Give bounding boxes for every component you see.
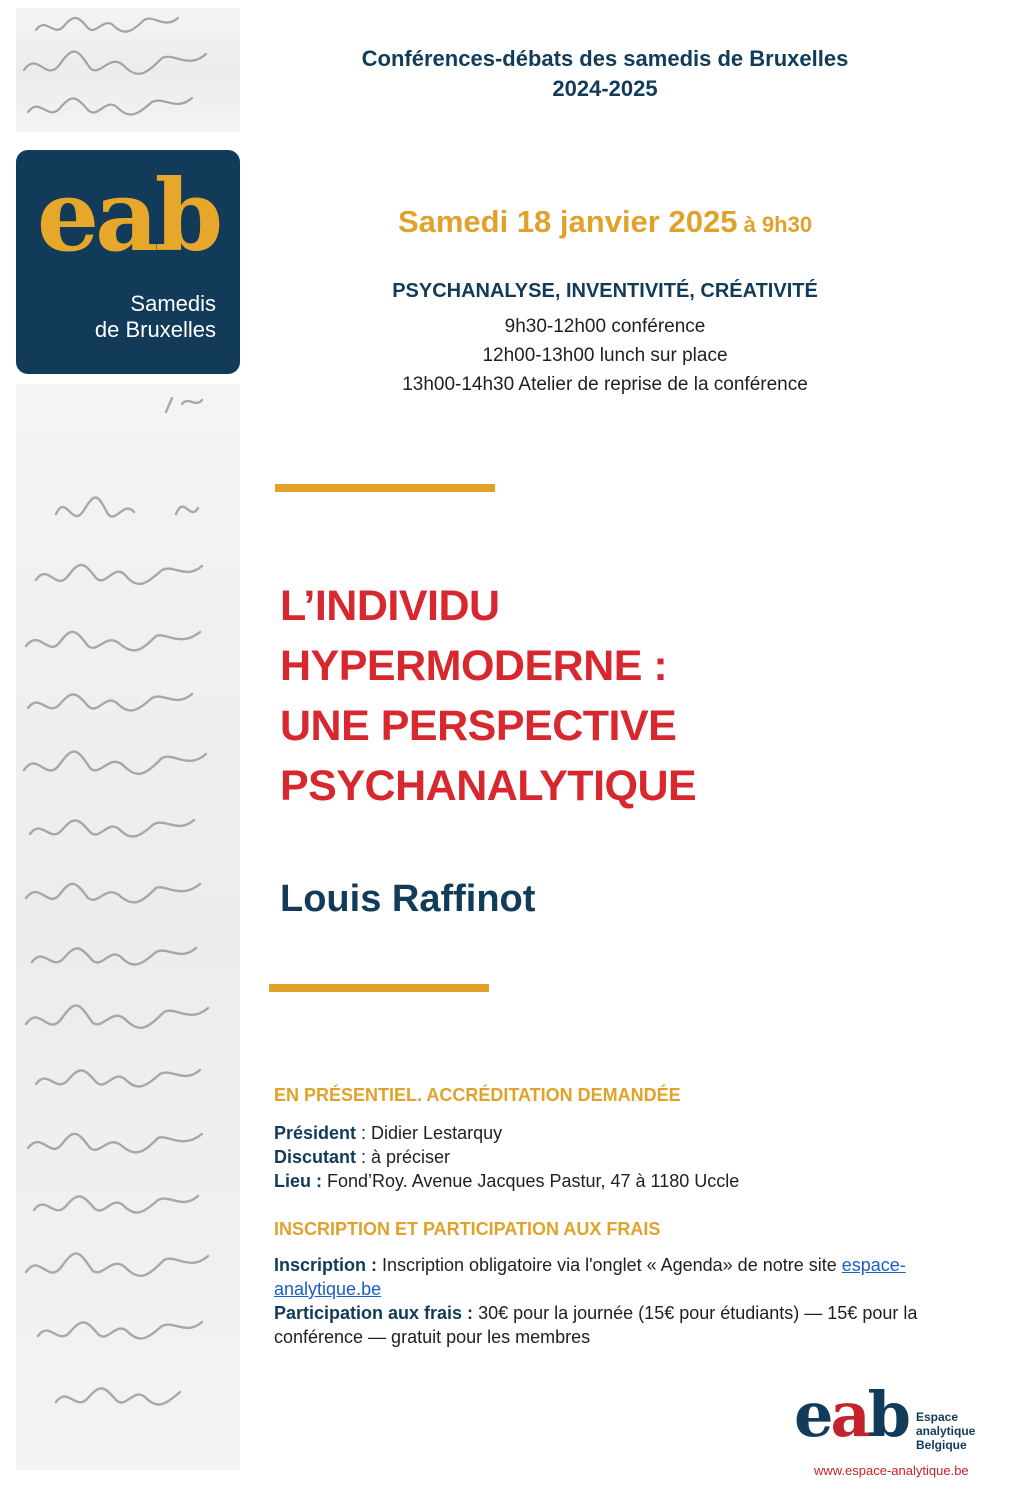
talk-title-line: HYPERMODERNE : xyxy=(280,642,668,690)
divider-bottom xyxy=(269,984,489,992)
talk-title xyxy=(280,576,920,816)
event-theme: PSYCHANALYSE, INVENTIVITÉ, CRÉATIVITÉ xyxy=(392,280,818,302)
talk-title-line: UNE PERSPECTIVE xyxy=(280,702,677,750)
logo-subtitle-line1: Samedis xyxy=(130,291,216,316)
presence-details xyxy=(274,1121,974,1193)
fees-label: Participation aux frais : xyxy=(274,1303,474,1323)
footer-url[interactable]: www.espace-analytique.be xyxy=(814,1463,969,1478)
schedule-item: 9h30-12h00 conférence xyxy=(504,316,706,337)
event-date xyxy=(300,204,910,240)
president-label: Président xyxy=(274,1123,357,1143)
lieu-value: Fond’Roy. Avenue Jacques Pastur, 47 à 1180 Uccle xyxy=(322,1171,740,1191)
logo-wordmark: eab xyxy=(36,159,220,274)
series-title-line2: 2024-2025 xyxy=(552,76,658,101)
logo-subtitle-line2: de Bruxelles xyxy=(94,317,216,342)
divider-top xyxy=(275,484,495,492)
footer-logo-a: a xyxy=(830,1378,868,1451)
footer-org-line: Belgique xyxy=(916,1438,967,1452)
footer-logo-b: b xyxy=(867,1378,908,1451)
website-link-part2[interactable]: analytique.be xyxy=(274,1279,382,1299)
event-date-main: Samedi 18 janvier 2025 xyxy=(397,204,738,239)
eab-logo-box xyxy=(16,150,240,374)
president-row xyxy=(274,1121,974,1145)
schedule-item: 13h00-14h30 Atelier de reprise de la conférence xyxy=(402,374,808,395)
schedule-item: 12h00-13h00 lunch sur place xyxy=(482,345,728,366)
discutant-label: Discutant xyxy=(274,1147,357,1167)
event-time: à 9h30 xyxy=(737,212,813,237)
footer-org-line: Espace xyxy=(916,1410,959,1424)
inscription-label: Inscription : xyxy=(274,1255,377,1275)
fees-text: 30€ pour la journée (15€ pour étudiants) — 15€ pour la conférence — gratuit pour les membres xyxy=(274,1303,918,1347)
footer-eab-logo xyxy=(794,1378,908,1451)
event-schedule xyxy=(300,312,910,399)
footer-org-name xyxy=(916,1410,975,1452)
discutant-value: : à préciser xyxy=(356,1147,451,1167)
series-title xyxy=(300,44,910,104)
footer-logo-e: e xyxy=(794,1378,831,1451)
registration-heading: INSCRIPTION ET PARTICIPATION AUX FRAIS xyxy=(274,1219,661,1239)
series-title-line1: Conférences-débats des samedis de Bruxelles xyxy=(361,46,849,71)
discutant-row xyxy=(274,1145,974,1169)
inscription-row xyxy=(274,1253,974,1301)
lieu-row xyxy=(274,1169,974,1193)
registration-details xyxy=(274,1253,974,1349)
website-link-part1[interactable]: espace- xyxy=(841,1255,906,1275)
presence-heading: EN PRÉSENTIEL. ACCRÉDITATION DEMANDÉE xyxy=(274,1085,681,1105)
talk-title-line: PSYCHANALYTIQUE xyxy=(280,762,697,810)
handwriting-texture xyxy=(16,8,240,132)
lieu-label: Lieu : xyxy=(274,1171,322,1191)
handwriting-strip-top xyxy=(16,8,240,132)
president-value: : Didier Lestarquy xyxy=(356,1123,503,1143)
inscription-text: Inscription obligatoire via l'onglet « Agenda» de notre site xyxy=(377,1255,842,1275)
speaker-name: Louis Raffinot xyxy=(280,878,536,920)
footer-org-line: analytique xyxy=(916,1424,976,1438)
fees-row xyxy=(274,1301,974,1349)
handwriting-texture xyxy=(16,384,240,1470)
handwriting-strip-main xyxy=(16,384,240,1470)
talk-title-line: L’INDIVIDU xyxy=(280,582,500,630)
